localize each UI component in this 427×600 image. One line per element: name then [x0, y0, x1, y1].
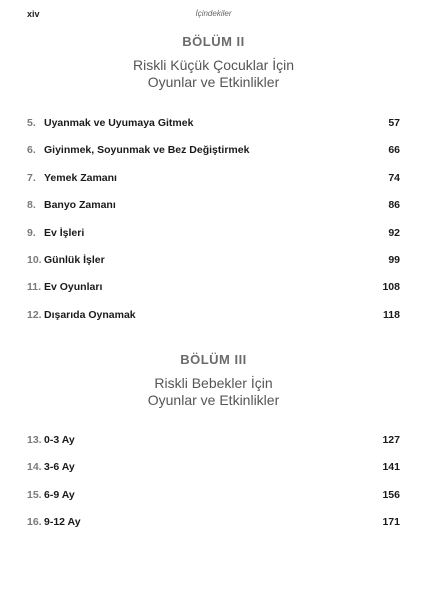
running-title: İçindekiler [195, 9, 232, 18]
toc-entry-title: Yemek Zamanı [44, 171, 117, 184]
toc-entry-page: 108 [382, 281, 400, 294]
part-3-toc [27, 434, 400, 544]
part-2-title-line-2: Oyunlar ve Etkinlikler [147, 74, 280, 90]
toc-entry-number: 7. [27, 171, 36, 184]
part-3-heading [27, 352, 400, 409]
toc-entry-number: 8. [27, 199, 36, 212]
toc-entry-page: 156 [382, 488, 400, 501]
toc-entry-page: 99 [388, 253, 400, 266]
toc-entry-title: Giyinmek, Soyunmak ve Bez Değiştirmek [44, 144, 250, 157]
toc-entry[interactable] [27, 117, 400, 144]
toc-entry-number: 15. [27, 488, 42, 501]
toc-entry[interactable] [27, 434, 400, 461]
toc-entry-page: 171 [382, 516, 400, 529]
toc-entry[interactable] [27, 227, 400, 254]
part-2-toc [27, 117, 400, 336]
toc-entry[interactable] [27, 254, 400, 281]
toc-entry-title: Günlük İşler [44, 253, 105, 266]
toc-entry[interactable] [27, 309, 400, 336]
part-3-title-line-1: Riskli Bebekler İçin [154, 375, 273, 391]
toc-entry[interactable] [27, 516, 400, 543]
part-3-title-line-2: Oyunlar ve Etkinlikler [147, 392, 280, 408]
toc-entry-page: 66 [388, 144, 400, 157]
toc-entry[interactable] [27, 199, 400, 226]
toc-entry[interactable] [27, 172, 400, 199]
toc-entry-page: 92 [388, 226, 400, 239]
toc-entry-number: 9. [27, 226, 36, 239]
toc-entry-page: 86 [388, 199, 400, 212]
toc-entry[interactable] [27, 281, 400, 308]
toc-entry[interactable] [27, 461, 400, 488]
toc-entry-page: 57 [388, 117, 400, 129]
toc-entry-number: 13. [27, 434, 42, 446]
toc-entry-number: 11. [27, 281, 42, 294]
toc-entry-page: 141 [382, 461, 400, 474]
toc-entry-title: Ev İşleri [44, 226, 85, 239]
toc-entry-title: Ev Oyunları [44, 281, 103, 294]
page-header [27, 9, 400, 23]
toc-entry-number: 16. [27, 516, 42, 529]
toc-entry-title: Uyanmak ve Uyumaya Gitmek [44, 117, 194, 129]
part-2-label: BÖLÜM II [182, 34, 245, 49]
toc-entry-number: 14. [27, 461, 42, 474]
toc-entry[interactable] [27, 489, 400, 516]
toc-entry-page: 118 [383, 308, 400, 321]
toc-entry-number: 6. [27, 144, 36, 157]
toc-entry-page: 127 [382, 434, 400, 446]
toc-entry-title: 3-6 Ay [44, 461, 75, 474]
toc-entry-number: 5. [27, 117, 36, 129]
toc-entry-title: Dışarıda Oynamak [44, 308, 136, 321]
part-2-heading [27, 34, 400, 91]
toc-entry[interactable] [27, 144, 400, 171]
toc-entry-number: 10. [27, 253, 42, 266]
page-number: xiv [27, 9, 40, 19]
part-2-title [27, 57, 400, 91]
toc-entry-title: 6-9 Ay [44, 488, 75, 501]
part-3-label: BÖLÜM III [180, 352, 247, 367]
part-3-title [27, 375, 400, 409]
toc-entry-title: 9-12 Ay [44, 516, 81, 529]
toc-entry-page: 74 [388, 171, 400, 184]
toc-entry-number: 12. [27, 308, 42, 321]
toc-entry-title: Banyo Zamanı [44, 199, 116, 212]
toc-entry-title: 0-3 Ay [44, 434, 75, 446]
part-2-title-line-1: Riskli Küçük Çocuklar İçin [132, 57, 295, 73]
